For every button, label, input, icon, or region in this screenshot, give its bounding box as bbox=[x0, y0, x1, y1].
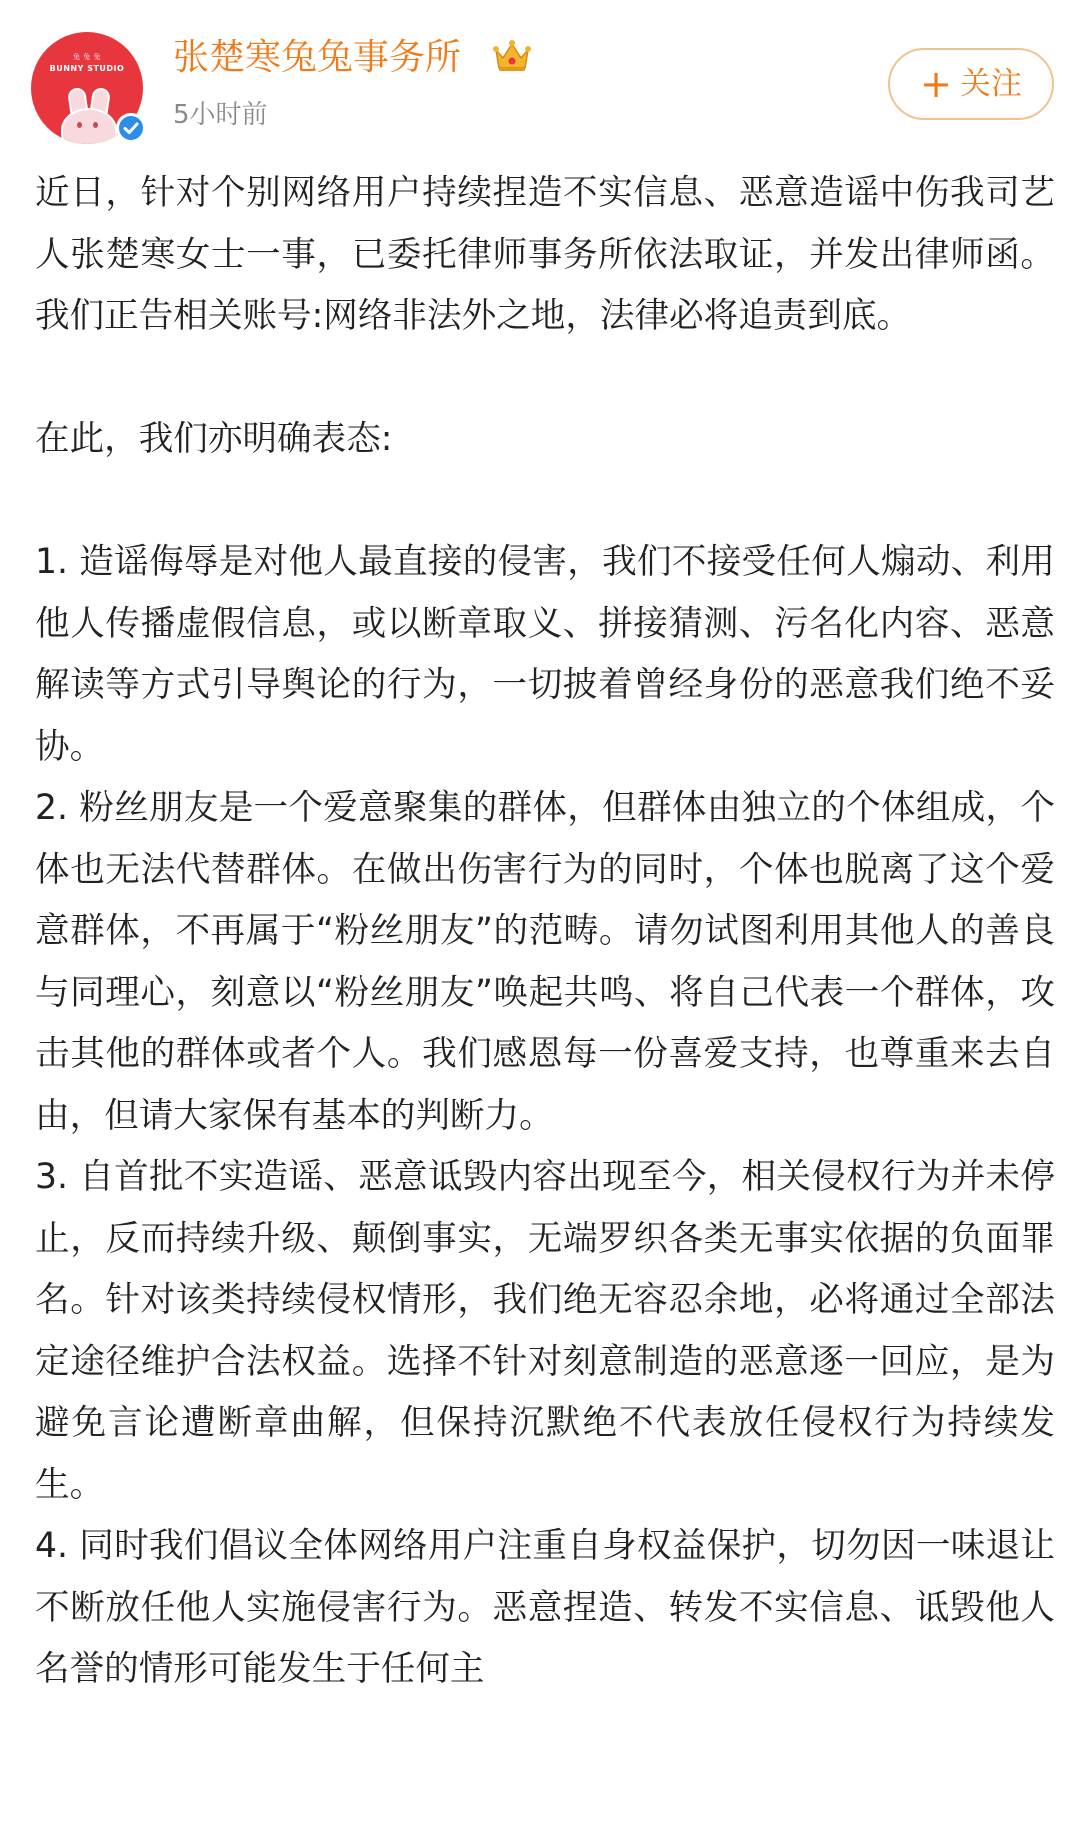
post-item-2: 2. 粉丝朋友是一个爱意聚集的群体，但群体由独立的个体组成，个体也无法代替群体。在做出伤害行为的同时，个体也脱离了这个爱意群体，不再属于“粉丝朋友”的范畴。请勿试图利用其他人的善良与同理心，刻意以“粉丝朋友”唤起共鸣、将自己代表一个群体，攻击其他的群体或者个人。我们感恩每一份喜爱支持，也尊重来去自由，但请大家保有基本的判断力。 bbox=[35, 788, 1055, 1136]
post-stance-paragraph: 在此，我们亦明确表态: bbox=[35, 419, 393, 459]
post-header bbox=[0, 0, 1080, 150]
follow-button[interactable] bbox=[888, 48, 1054, 120]
follow-label: 关注 bbox=[959, 66, 1022, 102]
author-name[interactable]: 张楚寒兔兔事务所 bbox=[173, 37, 462, 78]
bunny-eye-icon bbox=[77, 122, 82, 128]
crown-icon bbox=[492, 38, 532, 74]
post-intro-paragraph: 近日，针对个别网络用户持续捏造不实信息、恶意造谣中伤我司艺人张楚寒女士一事，已委托律师事务所依法取证，并发出律师函。我们正告相关账号:网络非法外之地，法律必将追责到底。 bbox=[35, 173, 1055, 336]
avatar-brand-text: BUNNY STUDIO bbox=[49, 64, 125, 73]
avatar-small-text: 兔 兔 兔 bbox=[73, 53, 101, 61]
paragraph-spacer bbox=[35, 348, 1055, 410]
bunny-eye-icon bbox=[93, 122, 98, 128]
post-item-3: 3. 自首批不实造谣、恶意诋毁内容出现至今，相关侵权行为并未停止，反而持续升级、颠倒事实，无端罗织各类无事实依据的负面罪名。针对该类持续侵权情形，我们绝无容忍余地，必将通过全部法定途径维护合法权益。选择不针对刻意制造的恶意逐一回应，是为避免言论遭断章曲解，但保持沉默绝不代表放任侵权行为持续发生。 bbox=[35, 1157, 1055, 1505]
bunny-head-icon bbox=[61, 108, 117, 144]
post-item-1: 1. 造谣侮辱是对他人最直接的侵害，我们不接受任何人煽动、利用他人传播虚假信息，或以断章取义、拼接猜测、污名化内容、恶意解读等方式引导舆论的行为，一切披着曾经身份的恶意我们绝不妥协。 bbox=[35, 542, 1055, 767]
post-timestamp: 5小时前 bbox=[173, 100, 268, 130]
post-item-4: 4. 同时我们倡议全体网络用户注重自身权益保护，切勿因一味退让不断放任他人实施侵害行为。恶意捏造、转发不实信息、诋毁他人名誉的情形可能发生于任何主 bbox=[35, 1526, 1055, 1689]
plus-icon: + bbox=[920, 62, 952, 106]
paragraph-spacer bbox=[35, 471, 1055, 533]
verified-check-icon bbox=[116, 113, 146, 143]
post-body bbox=[35, 163, 1055, 1701]
